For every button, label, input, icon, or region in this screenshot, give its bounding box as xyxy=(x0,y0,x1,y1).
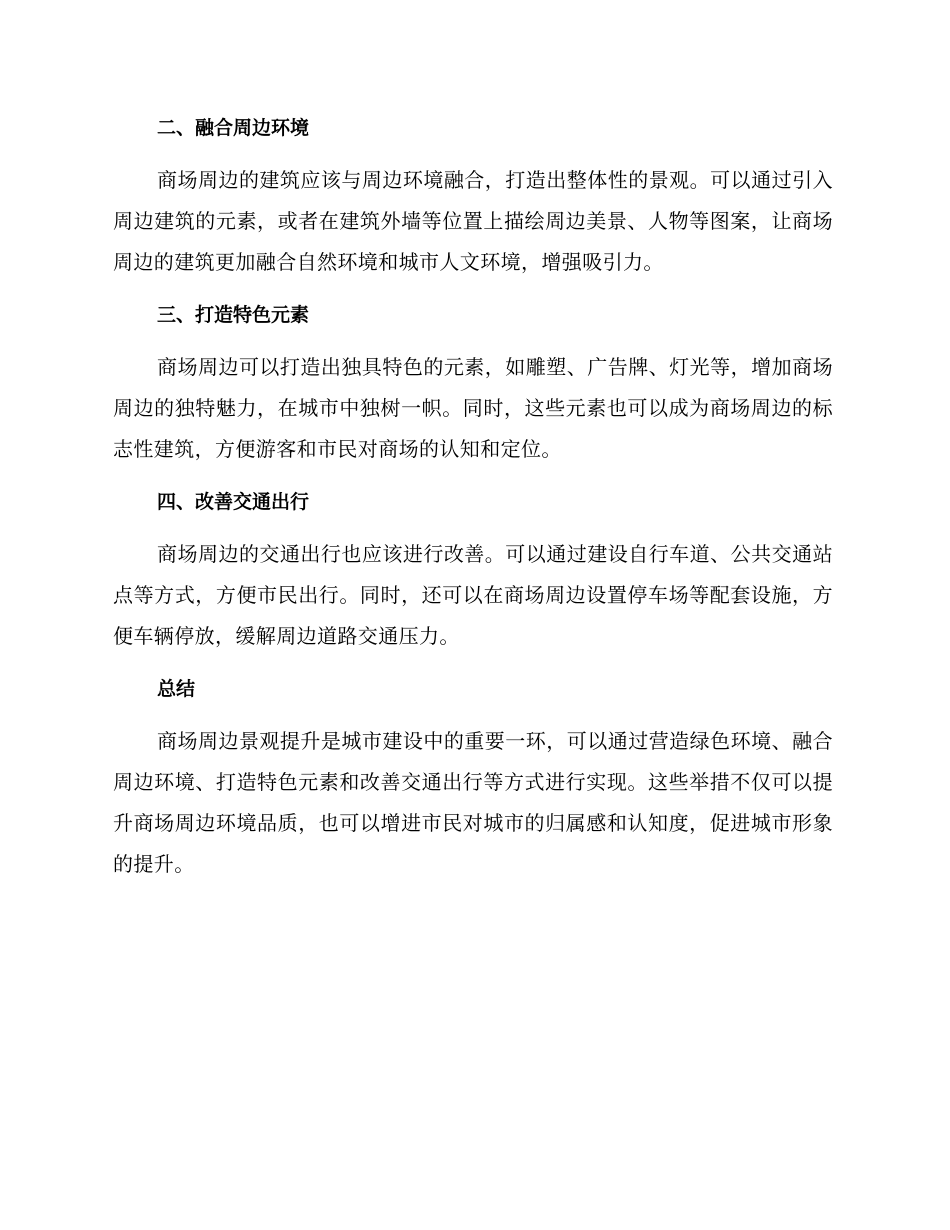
section-integrate-environment xyxy=(113,108,833,283)
section-heading: 三、打造特色元素 xyxy=(157,304,310,326)
section-feature-elements xyxy=(113,295,833,470)
section-paragraph: 商场周边的建筑应该与周边环境融合，打造出整体性的景观。可以通过引入周边建筑的元素，或者在建筑外墙等位置上描绘周边美景、人物等图案，让商场周边的建筑更加融合自然环境和城市人文环境，增强吸引力。 xyxy=(113,168,833,274)
section-heading: 四、改善交通出行 xyxy=(157,491,310,513)
section-heading: 二、融合周边环境 xyxy=(157,117,310,139)
section-summary xyxy=(113,669,833,885)
section-paragraph: 商场周边的交通出行也应该进行改善。可以通过建设自行车道、公共交通站点等方式，方便市民出行。同时，还可以在商场周边设置停车场等配套设施，方便车辆停放，缓解周边道路交通压力。 xyxy=(113,542,833,648)
section-improve-transport xyxy=(113,482,833,657)
section-paragraph: 商场周边可以打造出独具特色的元素，如雕塑、广告牌、灯光等，增加商场周边的独特魅力，在城市中独树一帜。同时，这些元素也可以成为商场周边的标志性建筑，方便游客和市民对商场的认知和定位。 xyxy=(113,355,833,461)
section-heading: 总结 xyxy=(157,678,196,700)
section-paragraph: 商场周边景观提升是城市建设中的重要一环，可以通过营造绿色环境、融合周边环境、打造特色元素和改善交通出行等方式进行实现。这些举措不仅可以提升商场周边环境品质，也可以增进市民对城市的归属感和认知度，促进城市形象的提升。 xyxy=(113,729,833,876)
document-page xyxy=(113,108,833,897)
